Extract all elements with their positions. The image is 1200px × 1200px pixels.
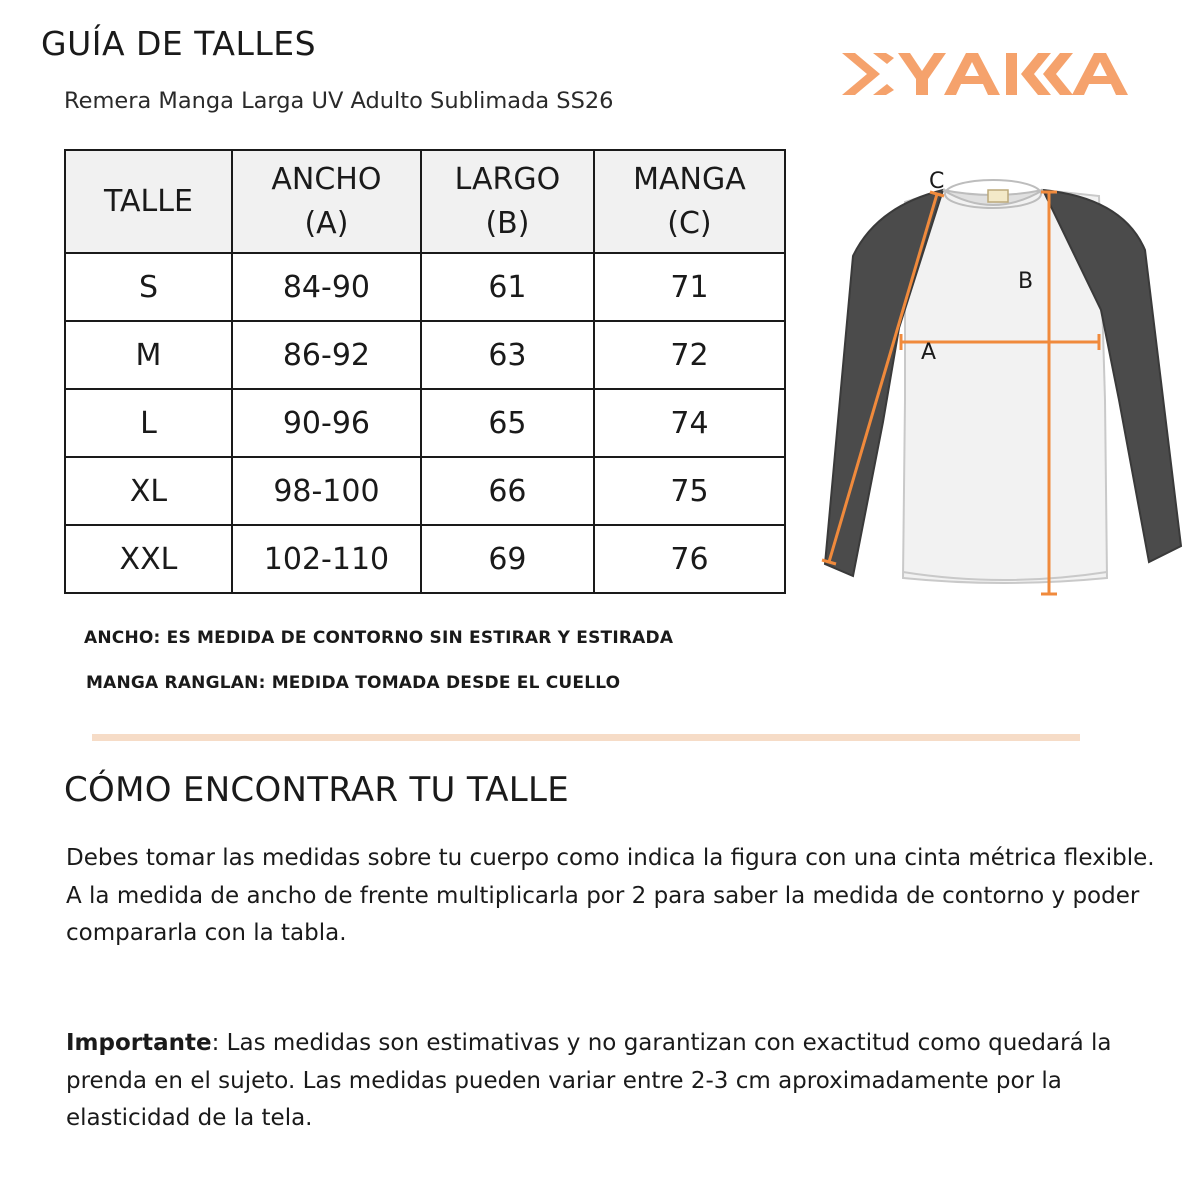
- header-ancho: ANCHO (A): [232, 150, 421, 253]
- important-label: Importante: [66, 1030, 212, 1056]
- size-table: [64, 149, 786, 594]
- header-manga: MANGA (C): [594, 150, 785, 253]
- cell-largo: 66: [421, 457, 594, 525]
- table-row: [65, 457, 785, 525]
- yakka-logo: [838, 50, 1138, 98]
- cell-largo: 65: [421, 389, 594, 457]
- cell-manga: 71: [594, 253, 785, 321]
- table-row: [65, 321, 785, 389]
- section-divider: [92, 734, 1080, 741]
- how-to-paragraph: Debes tomar las medidas sobre tu cuerpo como indica la figura con una cinta métrica flexible. A la medida de ancho de frente multiplicarla por 2 para saber la medida de contorno y poder compararla con la tabla.: [66, 845, 1155, 946]
- product-subtitle: Remera Manga Larga UV Adulto Sublimada SS26: [64, 88, 614, 114]
- shirt-measurement-diagram: [805, 160, 1195, 610]
- cell-largo: 69: [421, 525, 594, 593]
- cell-ancho: 86-92: [232, 321, 421, 389]
- table-row: [65, 525, 785, 593]
- important-text: : Las medidas son estimativas y no garantizan con exactitud como quedará la prenda en el sujeto. Las medidas pueden variar entre 2-3 cm aproximadamente por la elasticidad de la tela.: [66, 1030, 1112, 1131]
- cell-manga: 76: [594, 525, 785, 593]
- page-title: GUÍA DE TALLES: [41, 24, 317, 63]
- important-paragraph: [66, 1025, 1156, 1138]
- cell-largo: 63: [421, 321, 594, 389]
- header-largo: LARGO (B): [421, 150, 594, 253]
- table-row: [65, 253, 785, 321]
- label-a: A: [921, 340, 937, 365]
- label-b: B: [1018, 269, 1034, 294]
- cell-manga: 75: [594, 457, 785, 525]
- cell-talle: XXL: [65, 525, 232, 593]
- cell-talle: S: [65, 253, 232, 321]
- note-manga: MANGA RANGLAN: MEDIDA TOMADA DESDE EL CUELLO: [86, 673, 621, 693]
- notes: [84, 628, 673, 718]
- how-to-title: CÓMO ENCONTRAR TU TALLE: [64, 770, 570, 810]
- label-c: C: [929, 169, 945, 194]
- note-ancho: ANCHO: ES MEDIDA DE CONTORNO SIN ESTIRAR Y ESTIRADA: [84, 628, 674, 648]
- cell-talle: XL: [65, 457, 232, 525]
- header-talle: TALLE: [65, 150, 232, 253]
- cell-talle: M: [65, 321, 232, 389]
- cell-ancho: 98-100: [232, 457, 421, 525]
- cell-talle: L: [65, 389, 232, 457]
- cell-ancho: 90-96: [232, 389, 421, 457]
- cell-manga: 74: [594, 389, 785, 457]
- table-header-row: [65, 150, 785, 253]
- table-row: [65, 389, 785, 457]
- cell-ancho: 84-90: [232, 253, 421, 321]
- shirt-label: [988, 190, 1008, 202]
- cell-largo: 61: [421, 253, 594, 321]
- cell-manga: 72: [594, 321, 785, 389]
- cell-ancho: 102-110: [232, 525, 421, 593]
